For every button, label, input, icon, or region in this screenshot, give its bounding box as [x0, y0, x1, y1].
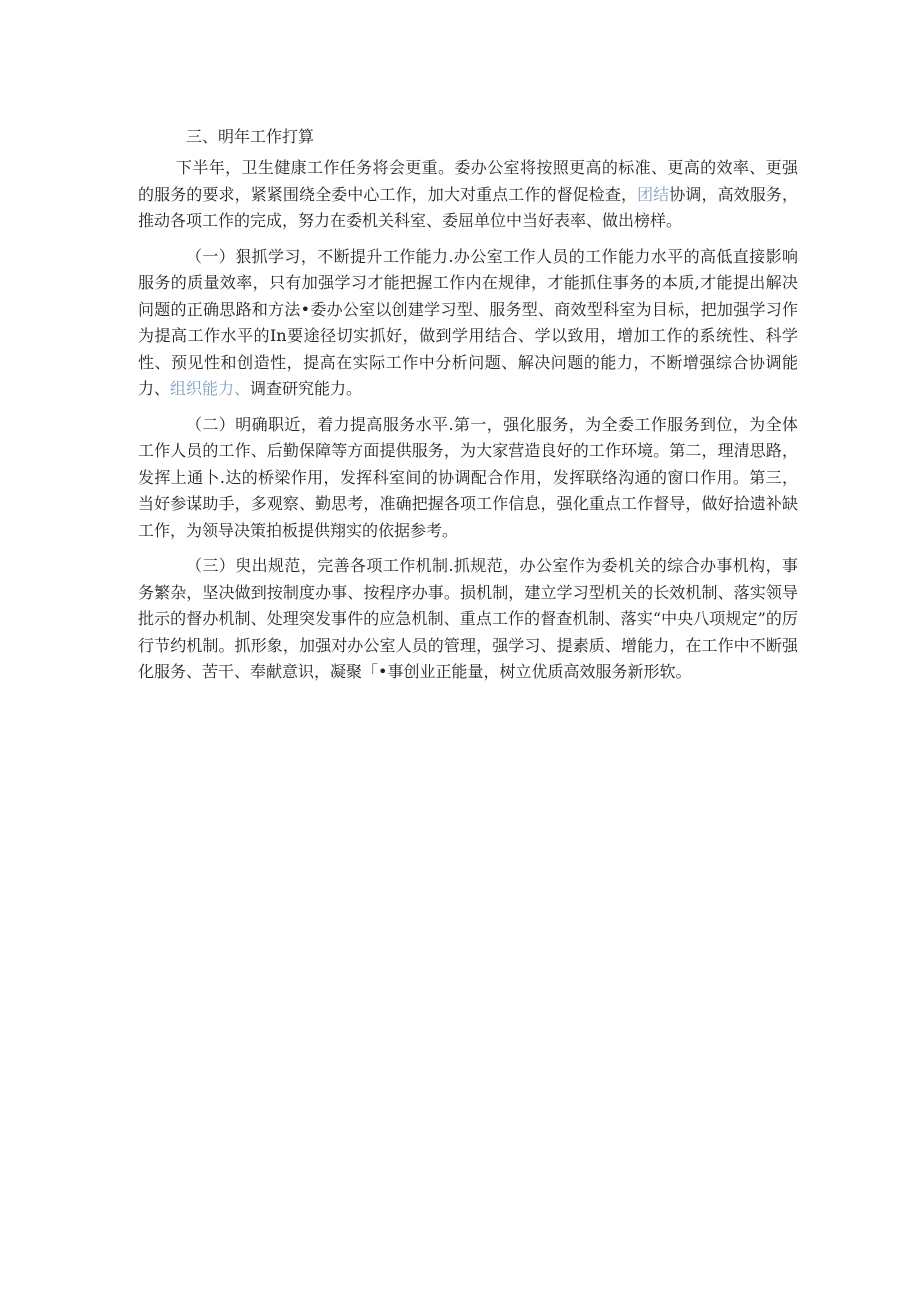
intro-text-part1: 下半年，卫生健康工作任务将会更重。委办公室将按照更高的标准、更高的效率、更强的服务的要求，紧紧围绕全委中心工作，加大对重点工作的督促检查， — [138, 158, 798, 204]
section3-paragraph: （三）臾出规范，完善各项工作机制.抓规范，办公室作为委机关的综合办事机构，事务繁杂，坚决做到按制度办事、按程序办事。损机制，建立学习型机关的长效机制、落实领导批示的督办机制、处理突发事件的应急机制、重点工作的督查机制、落实“中央八项规定”的厉行节约机制。抓形象，加强对办公室人员的管理，强学习、提素质、增能力，在工作中不断强化服务、苦干、奉献意识，凝聚「•事创业正能量，树立优质高效服务新形软。 — [138, 556, 798, 681]
section2-paragraph: （二）明确职近，着力提高服务水平.第一，强化服务，为全委工作服务到位，为全体工作人员的工作、后勤保障等方面提供服务，为大家营造良好的工作环境。第二，理清思路，发挥上通卜.达的桥梁作用，发挥科室间的协调配合作用，发挥联络沟通的窗口作用。第三，当好参谋助手，多观察、勤思考，准确把握各项工作信息，强化重点工作督导，做好拾遗补缺工作，为领导决策拍板提供翔实的依据参考。 — [138, 414, 798, 540]
intro-text-part2: 协调，高效服务，推动各项工作的完成，努力在委机关科室、委屈单位中当好表率、做出榜样。 — [138, 184, 798, 230]
document-body — [138, 124, 798, 695]
section1-highlight-text: 组织能力、 — [170, 379, 251, 398]
section1-text-part1: （一）狠抓学习，不断提升工作能力.办公室工作人员的工作能力水平的高低直接影响服务的质量效率，只有加强学习才能把握工作内在规律，才能抓住事务的本质,才能提出解决问题的正确思路和方法•委办公室以创建学习型、服务型、商效型科室为目标，把加强学习作为提高工作水平的In要途径切实抓好，做到学用结合、学以致用，增加工作的系统性、科学性、预见性和创造性，提高在实际工作中分析问题、解决问题的能力，不断增强综合协调能力、 — [138, 246, 798, 398]
section-heading: 三、明年工作打算 — [186, 127, 315, 146]
intro-highlight-text: 团结 — [637, 184, 670, 204]
section1-paragraph — [138, 244, 798, 403]
section1-text-part2: 调查研究能力。 — [250, 379, 363, 398]
intro-paragraph — [138, 155, 798, 235]
